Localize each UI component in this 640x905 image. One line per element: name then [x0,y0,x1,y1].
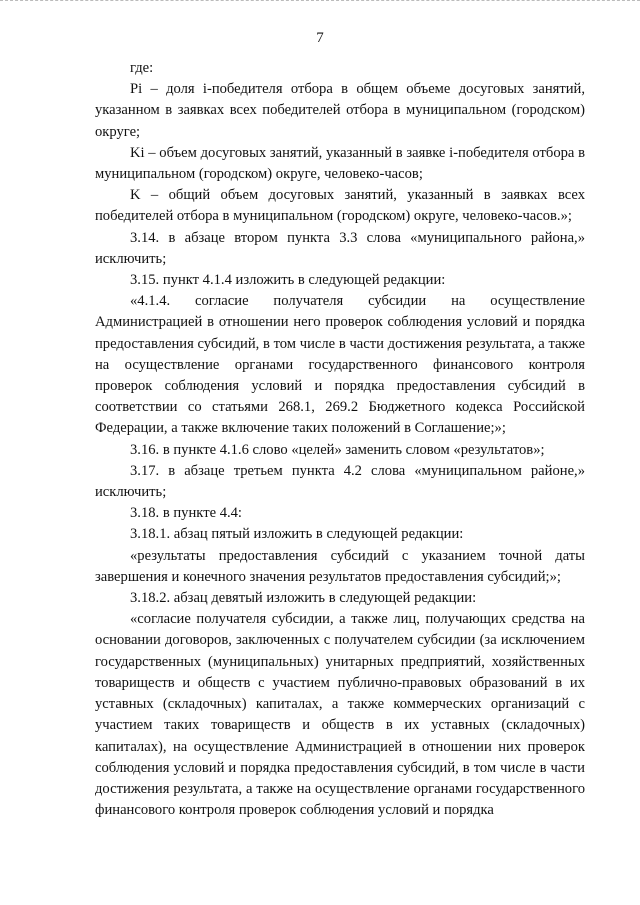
paragraph-ki-definition: Ki – объем досуговых занятий, указанный в заявке i-победителя отбора в муниципальном (городском) округе, человеко-часов; [95,144,585,183]
paragraph-k-definition: K – общий объем досуговых занятий, указанный в заявках всех победителей отбора в муниципальном (городском) округе, человеко-часов.»; [95,187,585,225]
paragraph-3-15: 3.15. пункт 4.1.4 изложить в следующей редакции: [130,272,446,289]
paragraph-pi-definition: Pi – доля i-победителя отбора в общем объеме досуговых занятий, указанном в заявках всех победителей отбора в муниципальном (городском) округе; [95,81,585,140]
paragraph-consent-text: «согласие получателя субсидии, а также лиц, получающих средства на основании договоров, заключенных с получателем субсидии (за исключением государственных (муниципальных) унитарных предприятий, хозяйственных товариществ и обществ с участием публично-правовых образований в их уставных (складочных) капиталах, а также коммерческих организаций с участием таких товариществ и обществ в их уставных (складочных) капиталах), на осуществление Администрацией в отношении них проверок соблюдения условий и порядка предоставления субсидий, в том числе в части достижения результата, а также на осуществление органами государственного финансового контроля проверок соблюдения условий и порядка [95,611,585,819]
paragraph-3-14: 3.14. в абзаце втором пункта 3.3 слова «муниципального района,» исключить; [95,229,585,267]
paragraph-3-18-2: 3.18.2. абзац девятый изложить в следующей редакции: [130,590,477,607]
paragraph-3-18-1: 3.18.1. абзац пятый изложить в следующей редакции: [130,526,464,543]
paragraph-4-1-4-text: «4.1.4. согласие получателя субсидии на осуществление Администрацией в отношении него проверок соблюдения условий и порядка предоставления субсидий, в том числе в части достижения результата, а также на осуществление органами государственного финансового контроля проверок соблюдения условий и порядка предоставления субсидий в соответствии со статьями 268.1, 269.2 Бюджетного кодекса Российской Федерации, а также включение таких положений в Соглашение;»; [95,293,585,437]
paragraph-where: где: [130,60,154,76]
paragraph-3-16: 3.16. в пункте 4.1.6 слово «целей» заменить словом «результатов»; [130,441,545,458]
paragraph-3-18: 3.18. в пункте 4.4: [130,505,242,522]
paragraph-results-text: «результаты предоставления субсидий с указанием точной даты завершения и конечного значения результатов предоставления субсидий;»; [95,547,585,585]
paragraph-3-17: 3.17. в абзаце третьем пункта 4.2 слова «муниципальном районе,» исключить; [95,462,585,501]
page-top-edge [0,0,640,3]
page-number: 7 [316,30,324,46]
document-body [95,58,585,821]
